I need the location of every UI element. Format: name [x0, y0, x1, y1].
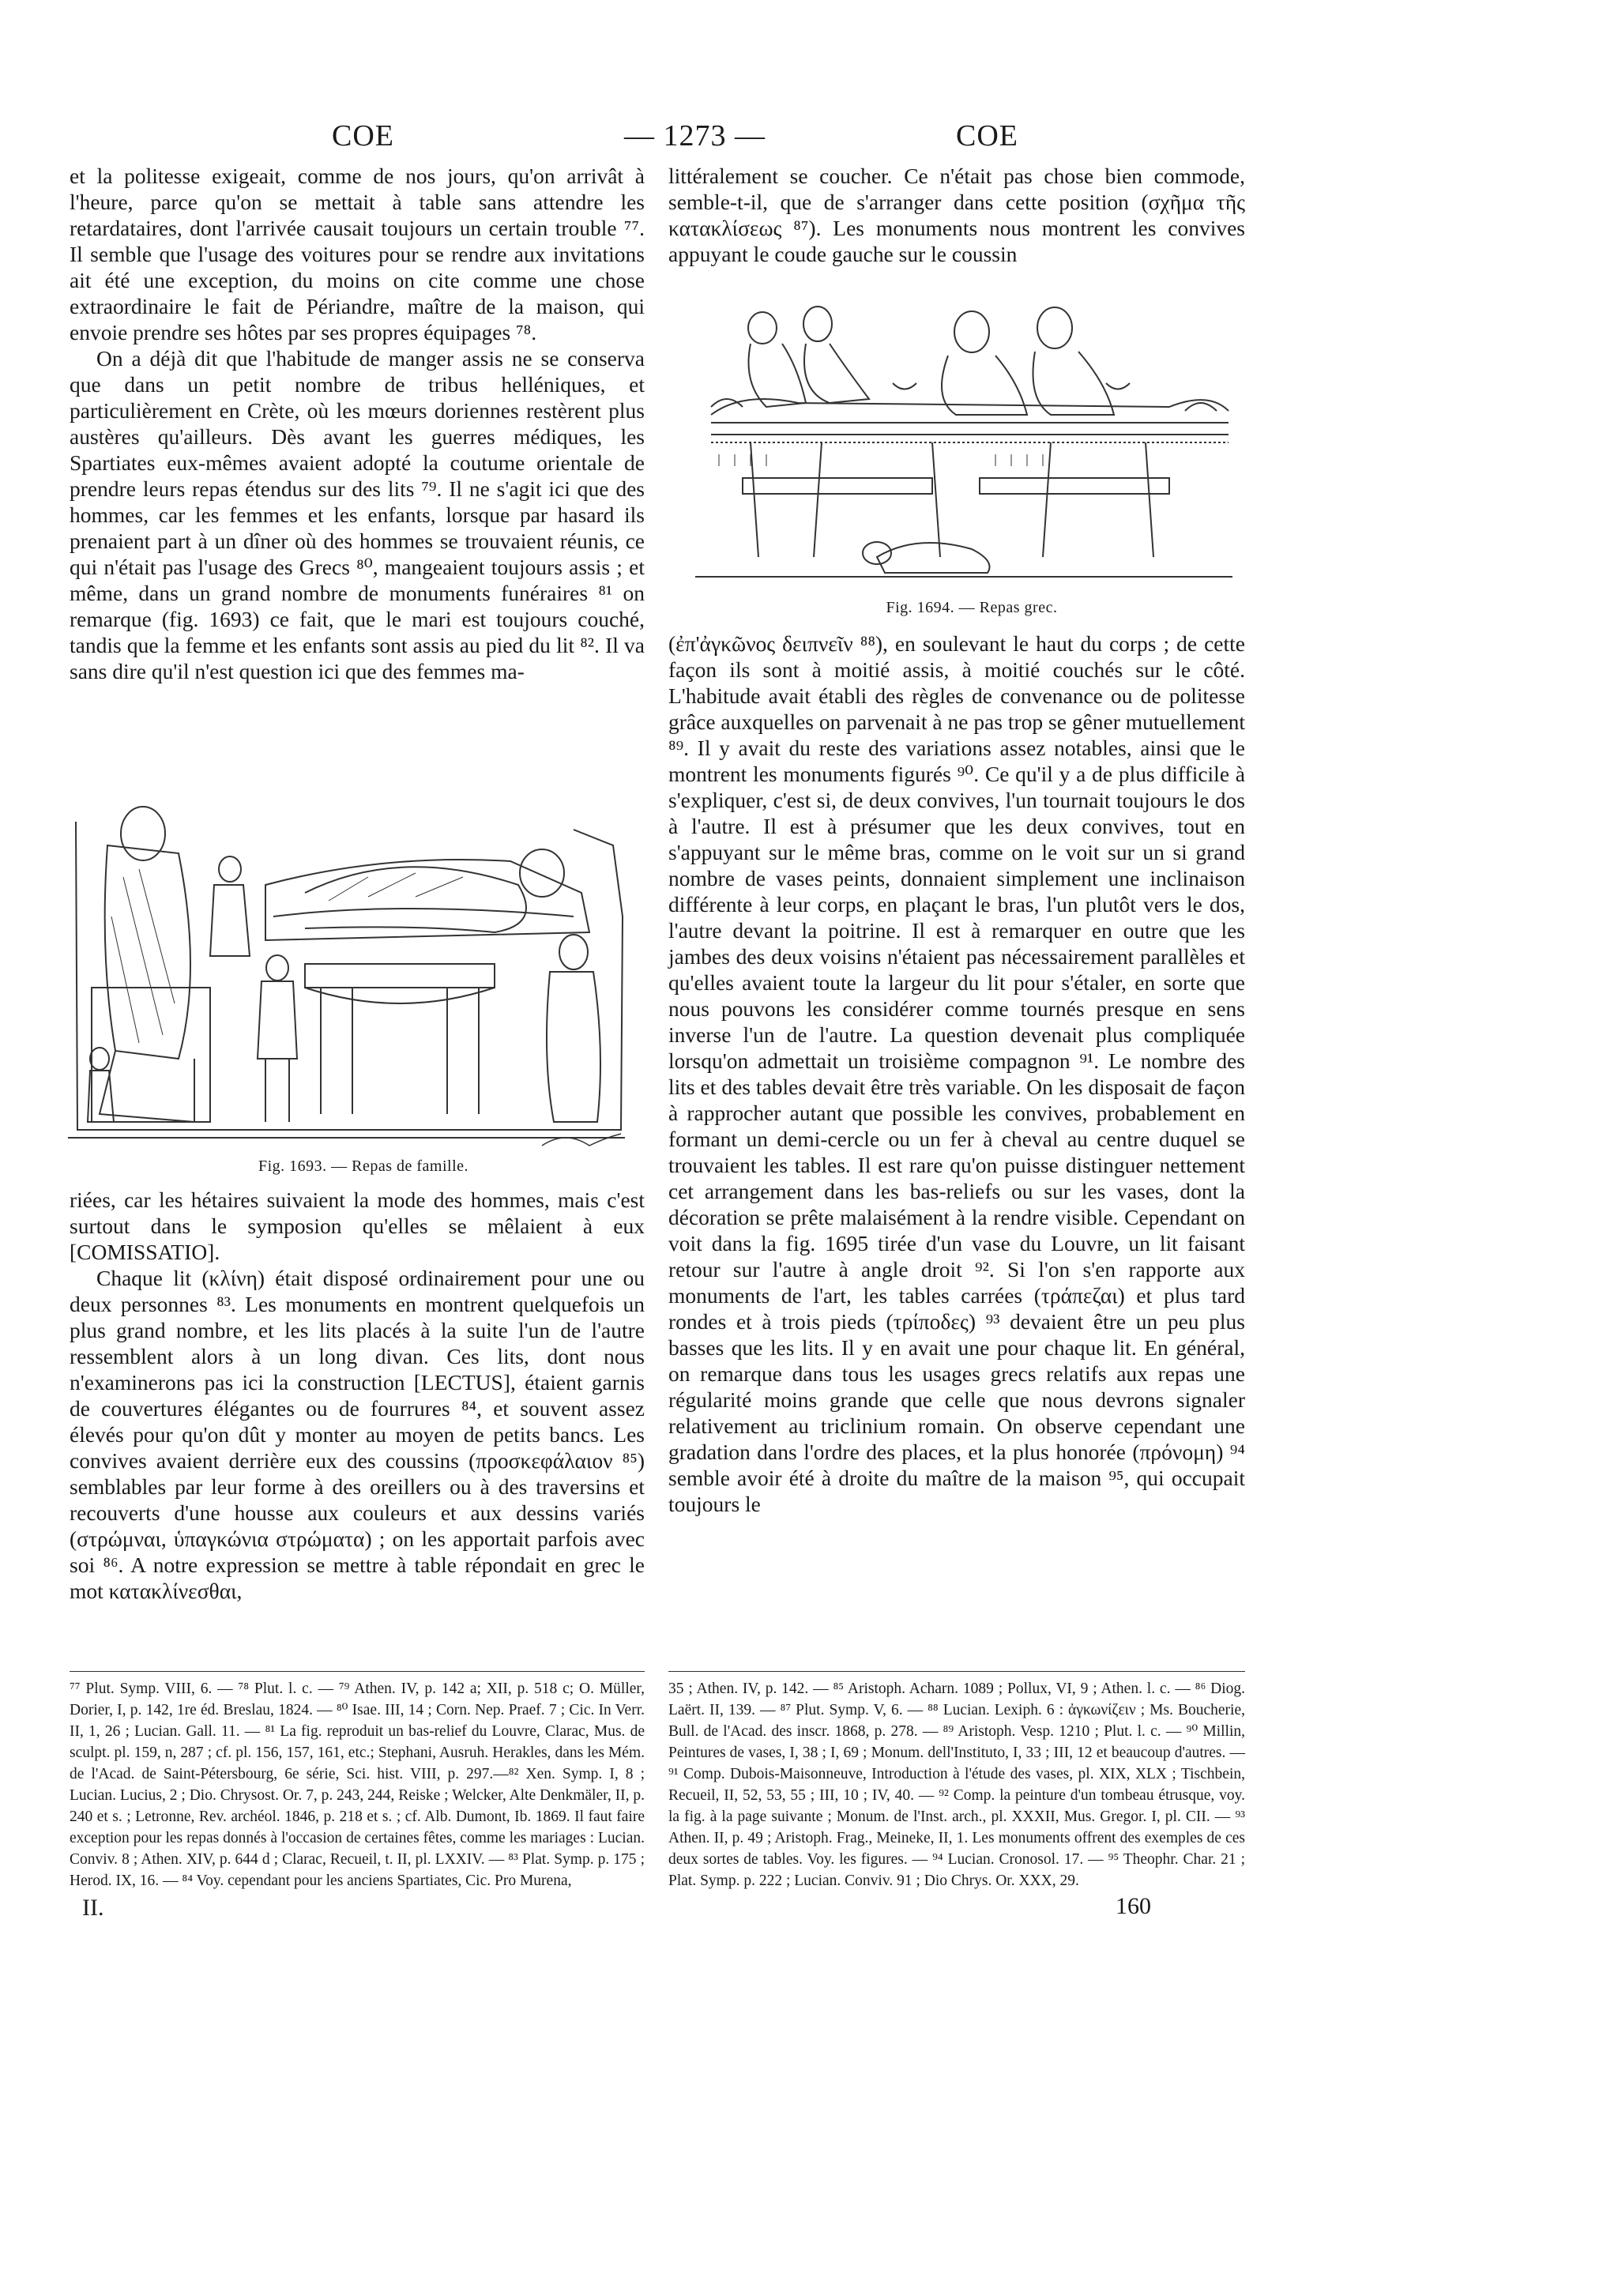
- figure-1693-relief: [68, 798, 626, 1154]
- figure-1694-caption: Fig. 1694. — Repas grec.: [886, 599, 1058, 616]
- footnote-rule: [668, 1671, 1245, 1672]
- running-head-left: COE: [332, 119, 394, 152]
- right-footnotes: [668, 1678, 1245, 1891]
- right-column-top-text: [668, 163, 1245, 267]
- gathering-number: 160: [1116, 1893, 1151, 1919]
- running-head-right: COE: [956, 119, 1018, 152]
- paragraph: On a déjà dit que l'habitude de manger assis ne se conserva que dans un petit nombre de tribus helléniques, et particulièrement en Crète, où les mœurs doriennes restèrent plus austères qu'ailleurs. Dès avant les guerres médiques, les Spartiates eux-mêmes avaient adopté la coutume orientale de prendre leurs repas étendus sur des lits ⁷⁹. Il ne s'agit ici que des hommes, car les femmes et les enfants, lorsque par hasard ils prenaient part à un dîner où des hommes se trouvaient réunis, ce qui n'était pas l'usage des Grecs ⁸⁰, mangeaient toujours assis ; et même, dans un grand nombre de monuments funéraires ⁸¹ on remarque (fig. 1693) ce fait, que le mari est toujours couché, tandis que la femme et les enfants sont assis au pied du lit ⁸². Il va sans dire qu'il n'est question ici que des femmes ma-: [70, 346, 645, 683]
- paragraph: et la politesse exigeait, comme de nos jours, qu'on arrivât à l'heure, parce qu'on se mettait à table sans attendre les retardataires, dont l'arrivée causait toujours un certain trouble ⁷⁷. Il semble que l'usage des voitures pour se rendre aux invitations ait été une exception, du moins on cite comme une chose extraordinaire le fait de Périandre, maître de la maison, qui envoie prendre ses hôtes par ses propres équipages ⁷⁸.: [70, 164, 645, 344]
- banquet-illustration: [695, 296, 1232, 585]
- figure-1693-caption: Fig. 1693. — Repas de famille.: [258, 1157, 469, 1175]
- signature-mark: II.: [82, 1895, 104, 1921]
- paragraph: Chaque lit (κλίνη) était disposé ordinairement pour une ou deux personnes ⁸³. Les monuments en montrent quelquefois un plus grand nombre, et les lits placés à la suite l'un de l'autre ressemblent alors à un long divan. Ces lits, dont nous n'examinerons pas ici la construction [LECTUS], étaient garnis de couvertures élégantes ou de fourrures ⁸⁴, et souvent assez élevés pour qu'on dût y monter au moyen de petits bancs. Les convives avaient derrière eux des coussins (προσκεφάλαιον ⁸⁵) semblables par leur forme à des oreillers ou à des traversins et recouverts d'une housse aux couleurs et aux dessins variés (στρώμναι, ὑπαγκώνια στρώματα) ; on les apportait parfois avec soi ⁸⁶. A notre expression se mettre à table répondait en grec le mot κατακλίνεσθαι,: [70, 1266, 645, 1603]
- footnote-text: ⁷⁷ Plut. Symp. VIII, 6. — ⁷⁸ Plut. l. c. — ⁷⁹ Athen. IV, p. 142 a; XII, p. 518 c; O. Müller, Dorier, I, p. 142, 1re éd. Breslau, 1824. — ⁸⁰ Isae. III, 14 ; Corn. Nep. Praef. 7 ; Cic. In Verr. II, 1, 26 ; Lucian. Gall. 11. — ⁸¹ La fig. reproduit un bas-relief du Louvre, Clarac, Mus. de sculpt. pl. 159, n, 287 ; cf. pl. 156, 157, 161, etc.; Stephani, Ausruh. Herakles, dans les Mém. de l'Acad. de Saint-Pétersbourg, 6e série, Sci. hist. VIII, p. 297.—⁸² Xen. Symp. I, 8 ; Lucian. Lucius, 2 ; Dio. Chrysost. Or. 7, p. 243, 244, Reiske ; Welcker, Alte Denkmäler, II, p. 240 et s. ; Letronne, Rev. archéol. 1846, p. 218 et s. ; cf. Alb. Dumont, Ib. 1869. Il faut faire exception pour les repas donnés à l'occasion de certaines fêtes, comme les mariages : Lucian. Conviv. 8 ; Athen. XIV, p. 644 d ; Clarac, Recueil, t. II, pl. LXXIV. — ⁸³ Plat. Symp. p. 175 ; Herod. IX, 16. — ⁸⁴ Voy. cependant pour les anciens Spartiates, Cic. Pro Murena,: [70, 1681, 645, 1889]
- footnote-rule: [70, 1671, 645, 1672]
- paragraph: (ἐπ'ἀγκῶνος δειπνεῖν ⁸⁸), en soulevant le haut du corps ; de cette façon ils sont à moitié assis, à moitié couchés sur le côté. L'habitude avait établi des règles de convenance ou de politesse grâce auxquelles on parvenait à ne pas trop se gêner mutuellement ⁸⁹. Il y avait du reste des variations assez notables, ainsi que le montrent les monuments figurés ⁹⁰. Ce qu'il y a de plus difficile à s'expliquer, c'est si, de deux convives, l'un tournait toujours le dos à l'autre. Il est à présumer que les deux convives, tout en s'appuyant sur le même bras, comme on le voit sur un si grand nombre de vases peints, donnaient simplement une inclinaison différente à leur corps, en plaçant le bras, l'un plutôt vers le dos, l'autre devant la poitrine. Il est à remarquer en outre que les jambes des deux voisins n'étaient pas nécessairement parallèles et qu'elles avaient toute la largeur du lit pour s'étaler, en sorte que nous pouvons les considérer comme tournés presque en sens inverse l'un de l'autre. La question devenait plus compliquée lorsqu'on admettait un troisième compagnon ⁹¹. Le nombre des lits et des tables devait être très variable. On les disposait de façon à rapprocher autant que possible les convives, probablement en formant un demi-cercle ou un fer à cheval au centre duquel se trouvaient les tables. Il est rare qu'on puisse distinguer nettement cet arrangement dans les bas-reliefs ou sur les vases, dont la décoration se prête malaisément à la rendre visible. Cependant on voit dans la fig. 1695 tirée d'un vase du Louvre, un lit faisant retour sur l'autre à angle droit ⁹². Si l'on s'en rapporte aux monuments de l'art, les tables carrées (τράπεζαι) et plus tard rondes et à trois pieds (τρίποδες) ⁹³ devaient être un peu plus basses que les lits. Il y en avait une pour chaque lit. En général, on remarque dans tous les usages grecs relatifs aux repas une régularité moins grande que celle que nous devrons signaler relativement au triclinium romain. On observe cependant une gradation dans l'ordre des places, et la plus honorée (πρόνομη) ⁹⁴ semble avoir été à droite du maître de la maison ⁹⁵, qui occupait toujours le: [668, 631, 1245, 1516]
- left-column-top-text: [70, 163, 645, 684]
- page-number: — 1273 —: [624, 119, 766, 152]
- right-column-bottom-text: [668, 630, 1245, 1517]
- figure-1694-vase-painting: [695, 296, 1232, 585]
- paragraph: littéralement se coucher. Ce n'était pas chose bien commode, semble-t-il, que de s'arranger dans cette position (σχῆμα τῆς κατακλίσεως ⁸⁷). Les monuments nous montrent les convives appuyant le coude gauche sur le coussin: [668, 164, 1245, 266]
- left-column-bottom-text: [70, 1187, 645, 1604]
- footnote-text: 35 ; Athen. IV, p. 142. — ⁸⁵ Aristoph. Acharn. 1089 ; Pollux, VI, 9 ; Athen. l. c. — ⁸⁶ Diog. Laërt. II, 139. — ⁸⁷ Plut. Symp. V, 6. — ⁸⁸ Lucian. Lexiph. 6 : ἀγκωνίζειν ; Ms. Boucherie, Bull. de l'Acad. des inscr. 1868, p. 278. — ⁸⁹ Aristoph. Vesp. 1210 ; Plut. l. c. — ⁹⁰ Millin, Peintures de vases, I, 38 ; I, 69 ; Monum. dell'Instituto, I, 33 ; III, 12 et beaucoup d'autres. — ⁹¹ Comp. Dubois-Maisonneuve, Introduction à l'étude des vases, pl. XIX, XLX ; Tischbein, Recueil, II, 52, 53, 55 ; III, 10 ; IV, 40. — ⁹² Comp. la peinture d'un tombeau étrusque, voy. la fig. à la page suivante ; Monum. de l'Inst. arch., pl. XXXII, Mus. Gregor. I, pl. CII. — ⁹³ Athen. II, p. 49 ; Aristoph. Frag., Meineke, II, 1. Les monuments offrent des exemples de ces deux sortes de tables. Voy. les figures. — ⁹⁴ Lucian. Cronosol. 17. — ⁹⁵ Theophr. Char. 21 ; Plat. Symp. p. 222 ; Lucian. Conviv. 91 ; Dio Chrys. Or. XXX, 29.: [668, 1681, 1245, 1889]
- paragraph: riées, car les hétaires suivaient la mode des hommes, mais c'est surtout dans le symposion qu'elles se mêlaient à eux [COMISSATIO].: [70, 1188, 645, 1264]
- relief-illustration: [68, 798, 626, 1154]
- left-footnotes: [70, 1678, 645, 1891]
